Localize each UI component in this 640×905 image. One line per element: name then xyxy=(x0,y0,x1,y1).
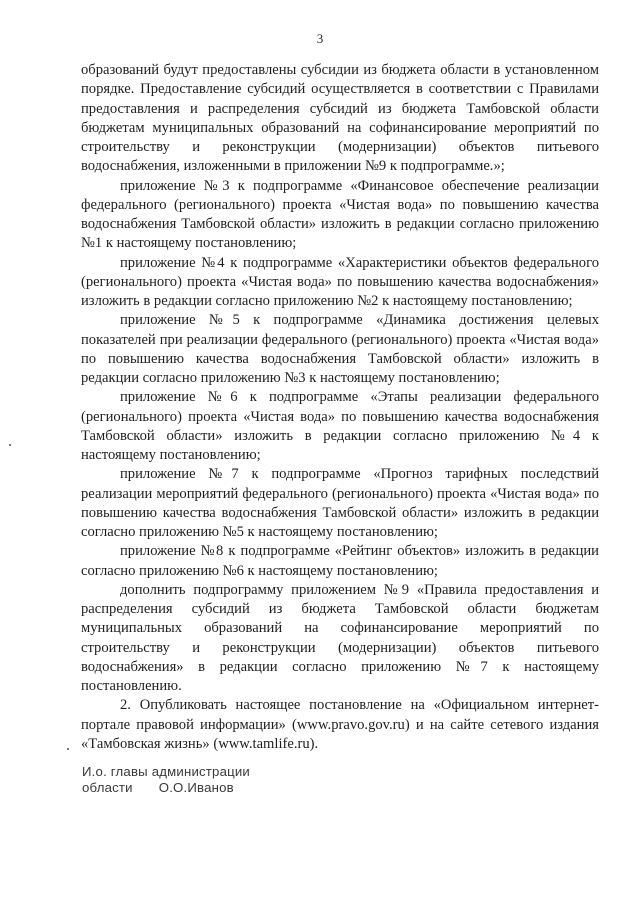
signature-role: И.о. главы администрации xyxy=(82,764,251,779)
paragraph-appendix-9: дополнить подпрограмму приложением №9 «Правила предоставления и распределения субсидий из бюджета Тамбовской области бюджетам муниципальных образований на софинансирование мероприятий по строительству и реконструкции (модернизации) объектов питьевого водоснабжения» в редакции согласно приложению №7 к настоящему постановлению. xyxy=(81,581,599,694)
paragraph-appendix-3: приложение №3 к подпрограмме «Финансовое обеспечение реализации федерального (регионального) проекта «Чистая вода» по повышению качества водоснабжения Тамбовской области» изложить в редакции согласно приложению №1 к настоящему постановлению; xyxy=(81,177,599,252)
scan-dot-mark xyxy=(9,444,11,446)
paragraph-appendix-6: приложение №6 к подпрограмме «Этапы реализации федерального (регионального) проекта «Чистая вода» по повышению качества водоснабжения Тамбовской области» изложить в редакции согласно приложению №4 к настоящему постановлению; xyxy=(81,389,599,463)
signature-role-region: области xyxy=(82,779,133,795)
paragraph-appendix-5: приложение №5 к подпрограмме «Динамика достижения целевых показателей при реализации федерального (регионального) проекта «Чистая вода» по повышению качества водоснабжения Тамбовской области» изложить в редакции согласно приложению №3 к настоящему постановлению; xyxy=(81,312,599,386)
paragraph-publish: 2. Опубликовать настоящее постановление на «Официальном интернет-портале правовой информации» (www.pravo.gov.ru) и на сайте сетевого издания «Тамбовская жизнь» (www.tamlife.ru). xyxy=(81,697,599,752)
paragraph-appendix-4: приложение №4 к подпрограмме «Характеристики объектов федерального (регионального) проекта «Чистая вода» по повышению качества водоснабжения» изложить в редакции согласно приложению №2 к настоящему постановлению; xyxy=(81,254,599,309)
signature-block xyxy=(82,764,250,795)
page-number: 3 xyxy=(316,31,324,46)
paragraph-appendix-7: приложение №7 к подпрограмме «Прогноз тарифных последствий реализации мероприятий федерального (регионального) проекта «Чистая вода» по повышению качества водоснабжения Тамбовской области» изложить в редакции согласно приложению №5 к настоящему постановлению; xyxy=(81,466,599,540)
signature-name: О.О.Иванов xyxy=(158,779,234,795)
scan-dot-mark xyxy=(67,748,69,750)
paragraph-continuation: образований будут предоставлены субсидии из бюджета области в установленном порядке. Предоставление субсидий осуществляется в соответствии с Правилами предоставления и распределения субсидий из бюджета Тамбовской области бюджетам муниципальных образований на софинансирование мероприятий по строительству и реконструкции (модернизации) объектов питьевого водоснабжения, изложенными в приложении №9 к подпрограмме.»; xyxy=(81,62,599,175)
paragraph-appendix-8: приложение №8 к подпрограмме «Рейтинг объектов» изложить в редакции согласно приложению №6 к настоящему постановлению; xyxy=(81,543,599,579)
document-body xyxy=(81,61,599,754)
